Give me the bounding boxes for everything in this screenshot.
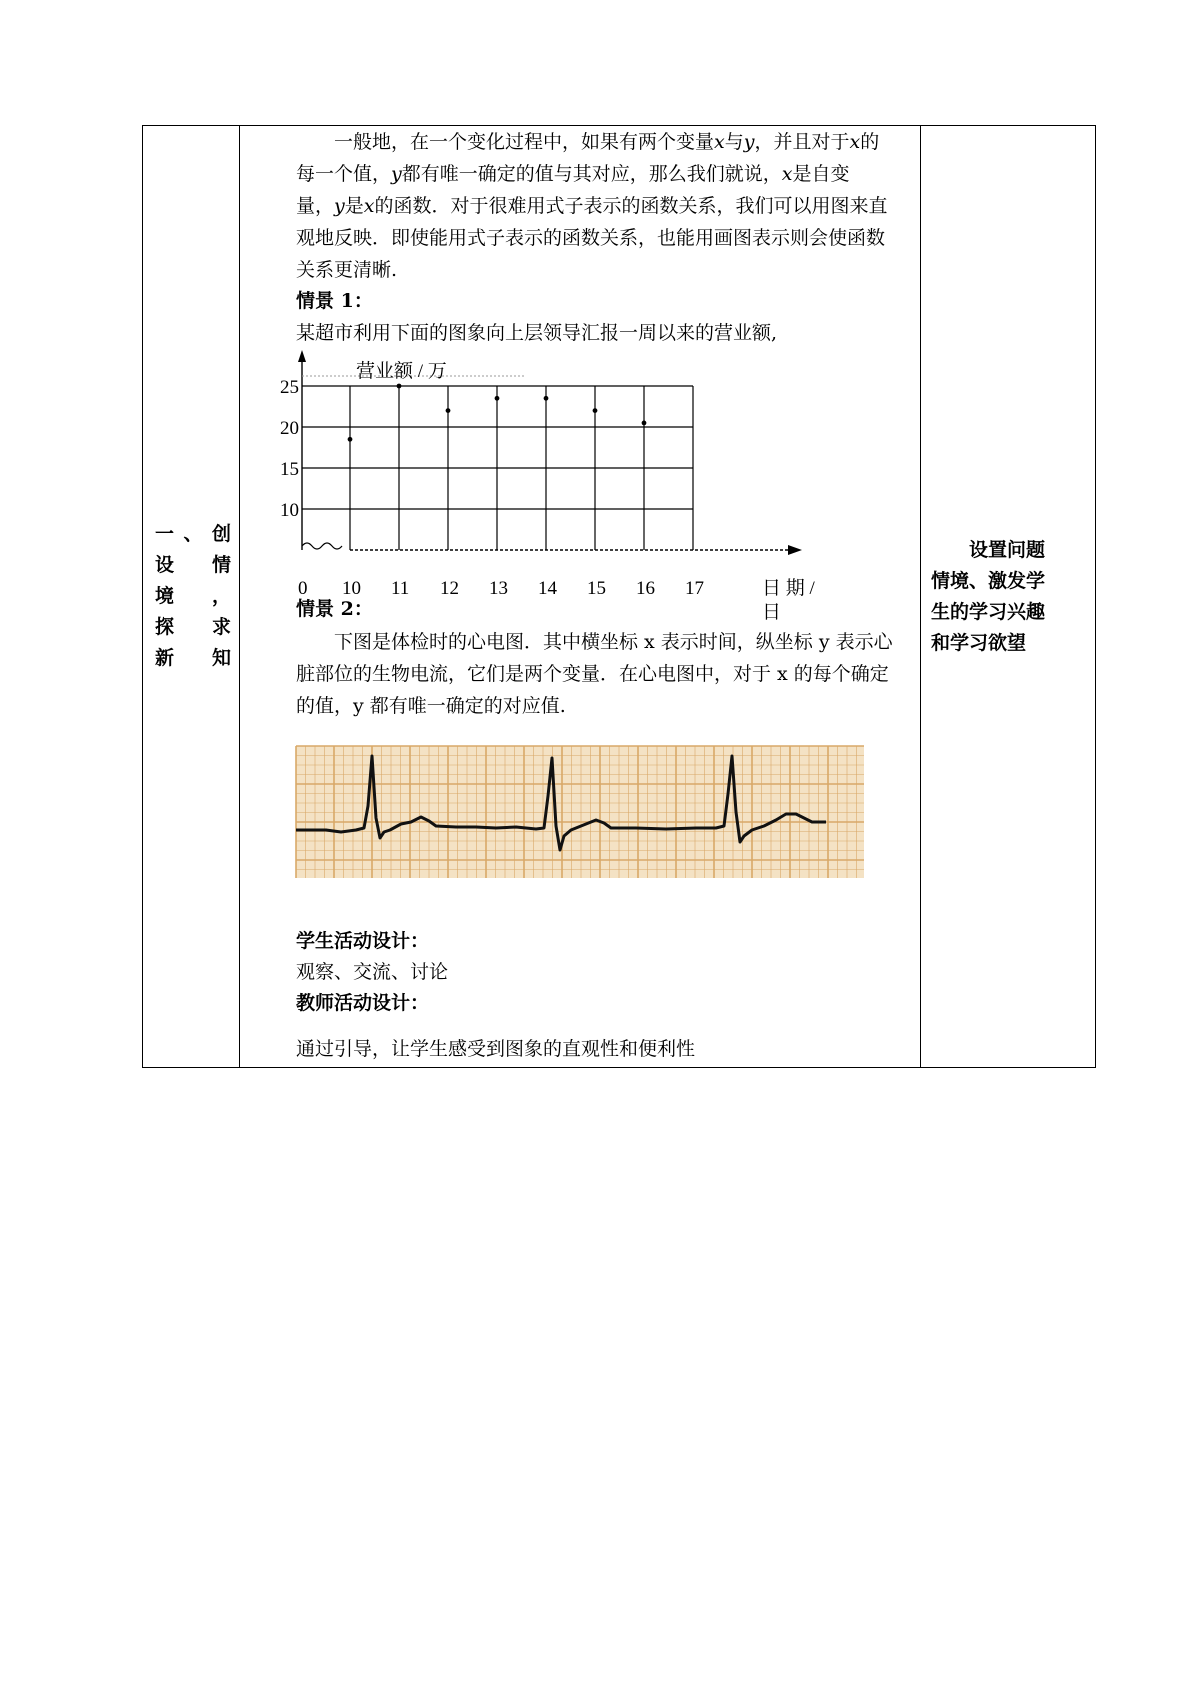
lesson-table (142, 125, 1096, 1068)
x-tick-label: 17 (685, 578, 704, 599)
revenue-chart (280, 348, 816, 623)
x-tick-label: 16 (636, 578, 655, 599)
x-tick-label: 13 (489, 578, 508, 599)
purpose-line: 设置问题 (969, 538, 1046, 561)
data-point (544, 396, 549, 401)
ecg-image (296, 746, 864, 878)
y-axis-label: 营业额 / 万 (356, 361, 447, 382)
y-tick-label: 10 (280, 500, 299, 521)
section-label-line: 境 ， (155, 585, 231, 607)
purpose-line: 和学习欲望 (931, 631, 1027, 654)
data-point (642, 421, 647, 426)
x-tick-label: 15 (587, 578, 606, 599)
section-label-line: 一、创 (155, 523, 231, 545)
purpose-line: 生的学习兴趣 (931, 600, 1046, 623)
y-tick-label: 15 (280, 459, 299, 480)
teacher-activity-text: 通过引导，让学生感受到图象的直观性和便利性 (296, 1038, 696, 1060)
data-point (593, 408, 598, 413)
student-activity-heading: 学生活动设计： (296, 930, 430, 952)
y-tick-label: 20 (280, 418, 299, 439)
data-point (397, 384, 402, 389)
purpose-cell (921, 126, 1096, 1068)
x-tick-label: 11 (391, 578, 410, 599)
x-axis-arrow (788, 545, 802, 555)
section-label-cell (143, 126, 240, 1068)
data-point (348, 437, 353, 442)
x-tick-label: 10 (342, 578, 361, 599)
scene2-heading: 情景 2： (296, 598, 373, 620)
data-point (446, 408, 451, 413)
y-axis-arrow (298, 350, 306, 362)
section-label-line: 探 求 (155, 616, 231, 638)
student-activity-text: 观察、交流、讨论 (296, 961, 449, 983)
x-axis-label: 日 期 / (762, 578, 815, 599)
scene2-paragraph: 下图是体检时的心电图．其中横坐标 x 表示时间，纵坐标 y 表示心 脏部位的生物电流，它们是两个变量．在心电图中，对于 x 的每个确定 的值，y 都有唯一确定的对应值. (296, 631, 893, 717)
x-tick-label: 0 (298, 578, 308, 599)
intro-paragraph: 一般地，在一个变化过程中，如果有两个变量x与y，并且对于x的 每一个值，y都有唯一确定的值与其对应，那么我们就说，x是自变 量，y是x的函数．对于很难用式子表示的函数关系，我们可以用图来直 观地反映．即使能用式子表示的函数关系，也能用画图表示则会使函数 关系更清晰. (296, 131, 888, 281)
axis-break-icon (302, 543, 342, 549)
y-tick-label: 25 (280, 377, 299, 398)
content-cell (240, 126, 921, 1068)
scene1-heading: 情景 1： (296, 290, 373, 312)
scene1-text: 某超市利用下面的图象向上层领导汇报一周以来的营业额, (296, 322, 778, 344)
x-axis-label-continued: 日 (762, 602, 782, 623)
section-label-line: 新知 (155, 647, 231, 669)
teacher-activity-heading: 教师活动设计： (296, 992, 430, 1014)
data-point (495, 396, 500, 401)
section-label-line: 设 情 (155, 554, 231, 576)
x-tick-label: 12 (440, 578, 459, 599)
purpose-line: 情境、激发学 (931, 569, 1046, 592)
x-tick-label: 14 (538, 578, 557, 599)
